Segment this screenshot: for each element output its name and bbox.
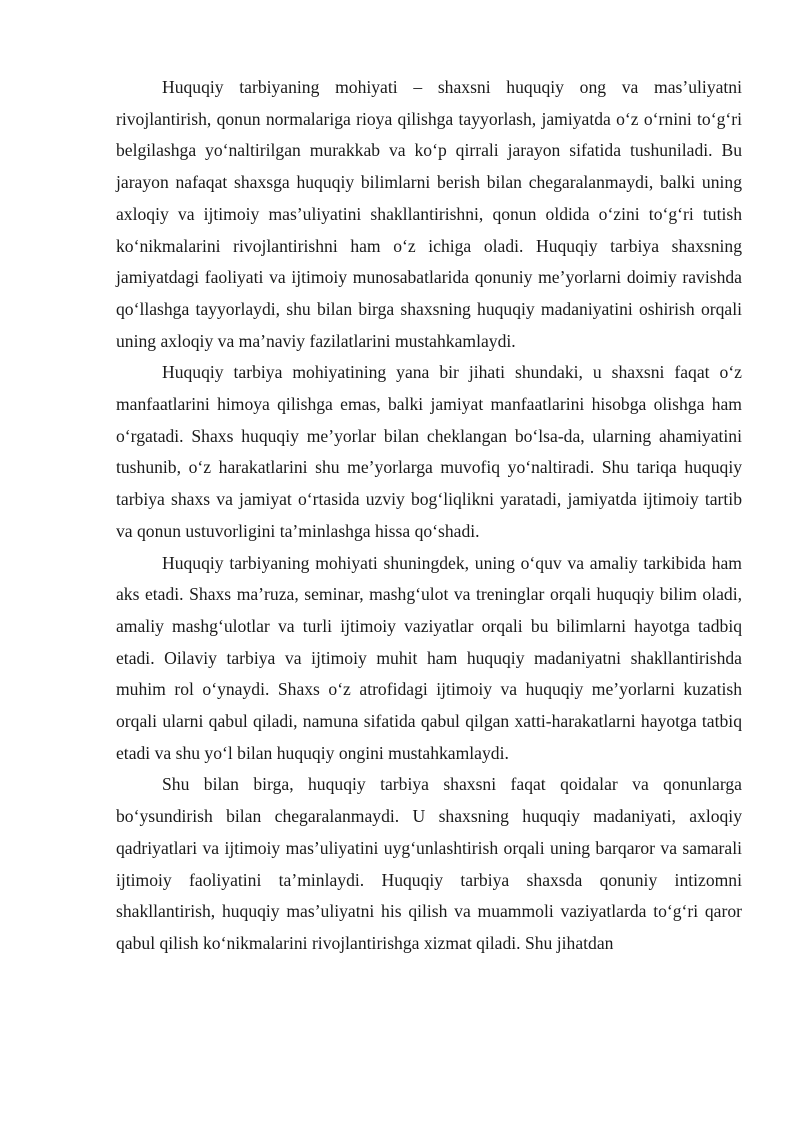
paragraph-4: Shu bilan birga, huquqiy tarbiya shaxsni faqat qoidalar va qonunlarga bo‘ysundirish bilan chegaralanmaydi. U shaxsning huquqiy madaniyati, axloqiy qadriyatlari va ijtimoiy mas’uliyatini uyg‘unlashtirish orqali uning barqaror va samarali ijtimoiy faoliyatini ta’minlaydi. Huquqiy tarbiya shaxsda qonuniy intizomni shakllantirish, huquqiy mas’uliyatni his qilish va muammoli vaziyatlarda to‘g‘ri qaror qabul qilish ko‘nikmalarini rivojlantirishga xizmat qiladi. Shu jihatdan xyxy=(116,774,742,953)
paragraph-3: Huquqiy tarbiyaning mohiyati shuningdek, uning o‘quv va amaliy tarkibida ham aks etadi. Shaxs ma’ruza, seminar, mashg‘ulot va treninglar orqali huquqiy bilim oladi, amaliy mashg‘ulotlar va turli ijtimoiy vaziyatlar orqali bu bilimlarni hayotga tadbiq etadi. Oilaviy tarbiya va ijtimoiy muhit ham huquqiy madaniyatni shakllantirishda muhim rol o‘ynaydi. Shaxs o‘z atrofidagi ijtimoiy va huquqiy me’yorlarni kuzatish orqali ularni qabul qiladi, namuna sifatida qabul qilgan xatti-harakatlarni hayotga tatbiq etadi va shu yo‘l bilan huquqiy ongini mustahkamlaydi. xyxy=(116,552,742,763)
document-page xyxy=(116,72,742,960)
paragraph-1: Huquqiy tarbiyaning mohiyati – shaxsni huquqiy ong va mas’uliyatni rivojlantirish, qonun normalariga rioya qilishga tayyorlash, jamiyatda o‘z o‘rnini to‘g‘ri belgilashga yo‘naltirilgan murakkab va ko‘p qirrali jarayon sifatida tushuniladi. Bu jarayon nafaqat shaxsga huquqiy bilimlarni berish bilan chegaralanmaydi, balki uning axloqiy va ijtimoiy mas’uliyatini shakllantirishni, qonun oldida o‘zini to‘g‘ri tutish ko‘nikmalarini rivojlantirishni ham o‘z ichiga oladi. Huquqiy tarbiya shaxsning jamiyatdagi faoliyati va ijtimoiy munosabatlarida qonuniy me’yorlarni doimiy ravishda qo‘llashga tayyorlaydi, shu bilan birga shaxsning huquqiy madaniyatini oshirish orqali uning axloqiy va ma’naviy fazilatlarini mustahkamlaydi. xyxy=(116,77,742,351)
paragraph-2: Huquqiy tarbiya mohiyatining yana bir jihati shundaki, u shaxsni faqat o‘z manfaatlarini himoya qilishga emas, balki jamiyat manfaatlarini hisobga olishga ham o‘rgatadi. Shaxs huquqiy me’yorlar bilan cheklangan bo‘lsa-da, ularning ahamiyatini tushunib, o‘z harakatlarini shu me’yorlarga muvofiq yo‘naltiradi. Shu tariqa huquqiy tarbiya shaxs va jamiyat o‘rtasida uzviy bog‘liqlikni yaratadi, jamiyatda ijtimoiy tartib va qonun ustuvorligini ta’minlashga hissa qo‘shadi. xyxy=(116,362,742,541)
